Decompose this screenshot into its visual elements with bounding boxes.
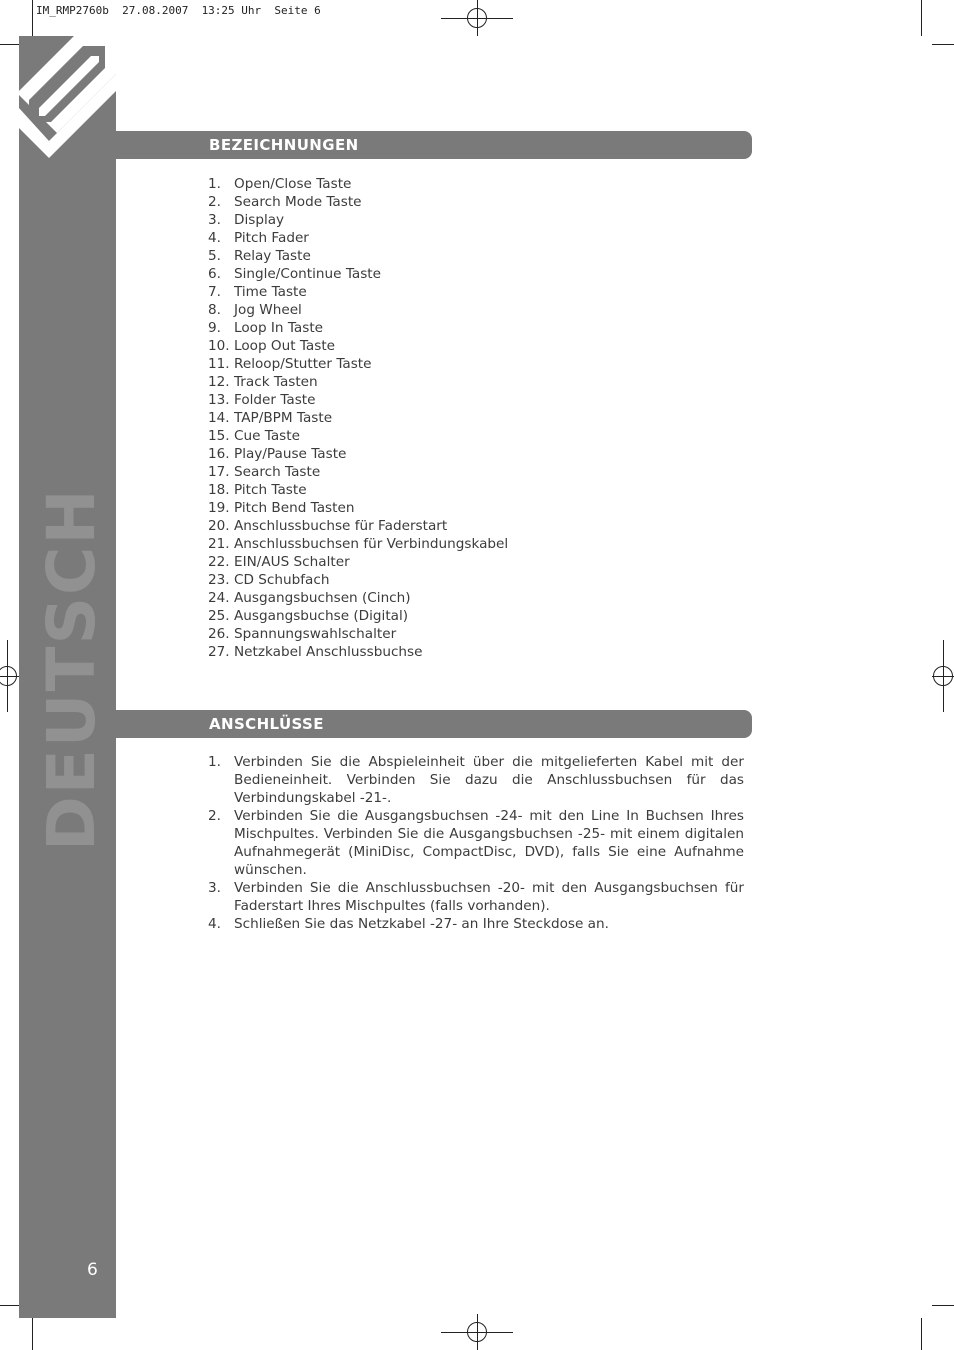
- list-item: [208, 211, 508, 229]
- list-item: [208, 517, 508, 535]
- item-text: Pitch Fader: [234, 230, 309, 246]
- language-label: DEUTSCH: [33, 487, 110, 851]
- list-item: [208, 337, 508, 355]
- section-header-anschluesse: [116, 710, 752, 738]
- item-text: EIN/AUS Schalter: [234, 554, 350, 570]
- parts-list: [208, 175, 508, 661]
- list-item: [208, 247, 508, 265]
- item-number: 9.: [208, 320, 221, 336]
- item-number: 2.: [208, 808, 221, 824]
- list-item: [208, 319, 508, 337]
- list-item: [208, 499, 508, 517]
- sidebar: [19, 36, 116, 1318]
- item-text: Relay Taste: [234, 248, 311, 264]
- item-text: Track Tasten: [234, 374, 318, 390]
- list-item: [208, 643, 508, 661]
- list-item: [208, 445, 508, 463]
- list-item: [208, 607, 508, 625]
- item-text: Anschlussbuchse für Faderstart: [234, 518, 448, 534]
- item-text: Search Taste: [234, 464, 321, 480]
- list-item: [208, 915, 744, 933]
- item-text: Verbinden Sie die Anschlussbuchsen -20- mit den Ausgangsbuchsen für Faderstart Ihres Mischpultes (falls vorhanden).: [234, 880, 744, 914]
- item-text: Play/Pause Taste: [234, 446, 347, 462]
- item-text: Cue Taste: [234, 428, 300, 444]
- item-number: 26.: [208, 626, 230, 642]
- item-number: 19.: [208, 500, 230, 516]
- list-item: [208, 481, 508, 499]
- list-item: [208, 265, 508, 283]
- item-text: Schließen Sie das Netzkabel -27- an Ihre Steckdose an.: [234, 916, 609, 932]
- item-number: 13.: [208, 392, 230, 408]
- item-text: Ausgangsbuchsen (Cinch): [234, 590, 411, 606]
- connection-steps: [208, 753, 744, 933]
- item-text: Verbinden Sie die Ausgangsbuchsen -24- mit den Line In Buchsen Ihres Mischpultes. Verbinden Sie die Ausgangsbuchsen -25- mit einem digitalen Aufnahmegerät (MiniDisc, CompactDisc, DVD), falls Sie eine Aufnahme wünschen.: [234, 808, 744, 878]
- item-number: 12.: [208, 374, 230, 390]
- page-number: 6: [87, 1260, 98, 1280]
- list-item: [208, 175, 508, 193]
- item-number: 11.: [208, 356, 230, 372]
- item-text: Pitch Taste: [234, 482, 307, 498]
- item-text: Netzkabel Anschlussbuchse: [234, 644, 423, 660]
- list-item: [208, 879, 744, 915]
- item-text: Reloop/Stutter Taste: [234, 356, 372, 372]
- item-number: 2.: [208, 194, 221, 210]
- item-number: 1.: [208, 754, 221, 770]
- list-item: [208, 571, 508, 589]
- list-item: [208, 427, 508, 445]
- item-text: Pitch Bend Tasten: [234, 500, 355, 516]
- item-number: 27.: [208, 644, 230, 660]
- item-number: 25.: [208, 608, 230, 624]
- item-number: 21.: [208, 536, 230, 552]
- item-text: Anschlussbuchsen für Verbindungskabel: [234, 536, 509, 552]
- item-number: 6.: [208, 266, 221, 282]
- item-number: 8.: [208, 302, 221, 318]
- item-text: CD Schubfach: [234, 572, 330, 588]
- list-item: [208, 283, 508, 301]
- item-number: 15.: [208, 428, 230, 444]
- section-title: BEZEICHNUNGEN: [209, 136, 359, 154]
- list-item: [208, 193, 508, 211]
- item-number: 3.: [208, 212, 221, 228]
- item-text: Loop Out Taste: [234, 338, 336, 354]
- list-item: [208, 355, 508, 373]
- list-item: [208, 301, 508, 319]
- section-title: ANSCHLÜSSE: [209, 715, 324, 733]
- item-number: 22.: [208, 554, 230, 570]
- list-item: [208, 463, 508, 481]
- item-text: Time Taste: [234, 284, 307, 300]
- list-item: [208, 625, 508, 643]
- item-number: 17.: [208, 464, 230, 480]
- item-number: 18.: [208, 482, 230, 498]
- print-header: IM_RMP2760b 27.08.2007 13:25 Uhr Seite 6: [36, 4, 321, 17]
- item-text: Folder Taste: [234, 392, 316, 408]
- list-item: [208, 535, 508, 553]
- item-number: 24.: [208, 590, 230, 606]
- item-number: 1.: [208, 176, 221, 192]
- item-text: Single/Continue Taste: [234, 266, 381, 282]
- item-number: 20.: [208, 518, 230, 534]
- item-number: 10.: [208, 338, 230, 354]
- list-item: [208, 409, 508, 427]
- item-number: 23.: [208, 572, 230, 588]
- item-text: TAP/BPM Taste: [234, 410, 333, 426]
- list-item: [208, 589, 508, 607]
- list-item: [208, 229, 508, 247]
- item-text: Verbinden Sie die Abspieleinheit über die mitgelieferten Kabel mit der Bedieneinheit. Verbinden Sie dazu die Anschlussbuchsen für das Verbindungskabel -21-.: [234, 754, 744, 806]
- list-item: [208, 753, 744, 807]
- item-text: Jog Wheel: [234, 302, 302, 318]
- item-number: 16.: [208, 446, 230, 462]
- list-item: [208, 373, 508, 391]
- item-number: 14.: [208, 410, 230, 426]
- item-text: Ausgangsbuchse (Digital): [234, 608, 409, 624]
- item-text: Open/Close Taste: [234, 176, 352, 192]
- item-number: 3.: [208, 880, 221, 896]
- item-number: 7.: [208, 284, 221, 300]
- item-number: 5.: [208, 248, 221, 264]
- list-item: [208, 553, 508, 571]
- item-number: 4.: [208, 230, 221, 246]
- brand-logo: [19, 36, 116, 166]
- list-item: [208, 807, 744, 879]
- item-text: Display: [234, 212, 285, 228]
- item-text: Search Mode Taste: [234, 194, 362, 210]
- item-text: Loop In Taste: [234, 320, 324, 336]
- item-text: Spannungswahlschalter: [234, 626, 397, 642]
- list-item: [208, 391, 508, 409]
- section-header-bezeichnungen: [116, 131, 752, 159]
- item-number: 4.: [208, 916, 221, 932]
